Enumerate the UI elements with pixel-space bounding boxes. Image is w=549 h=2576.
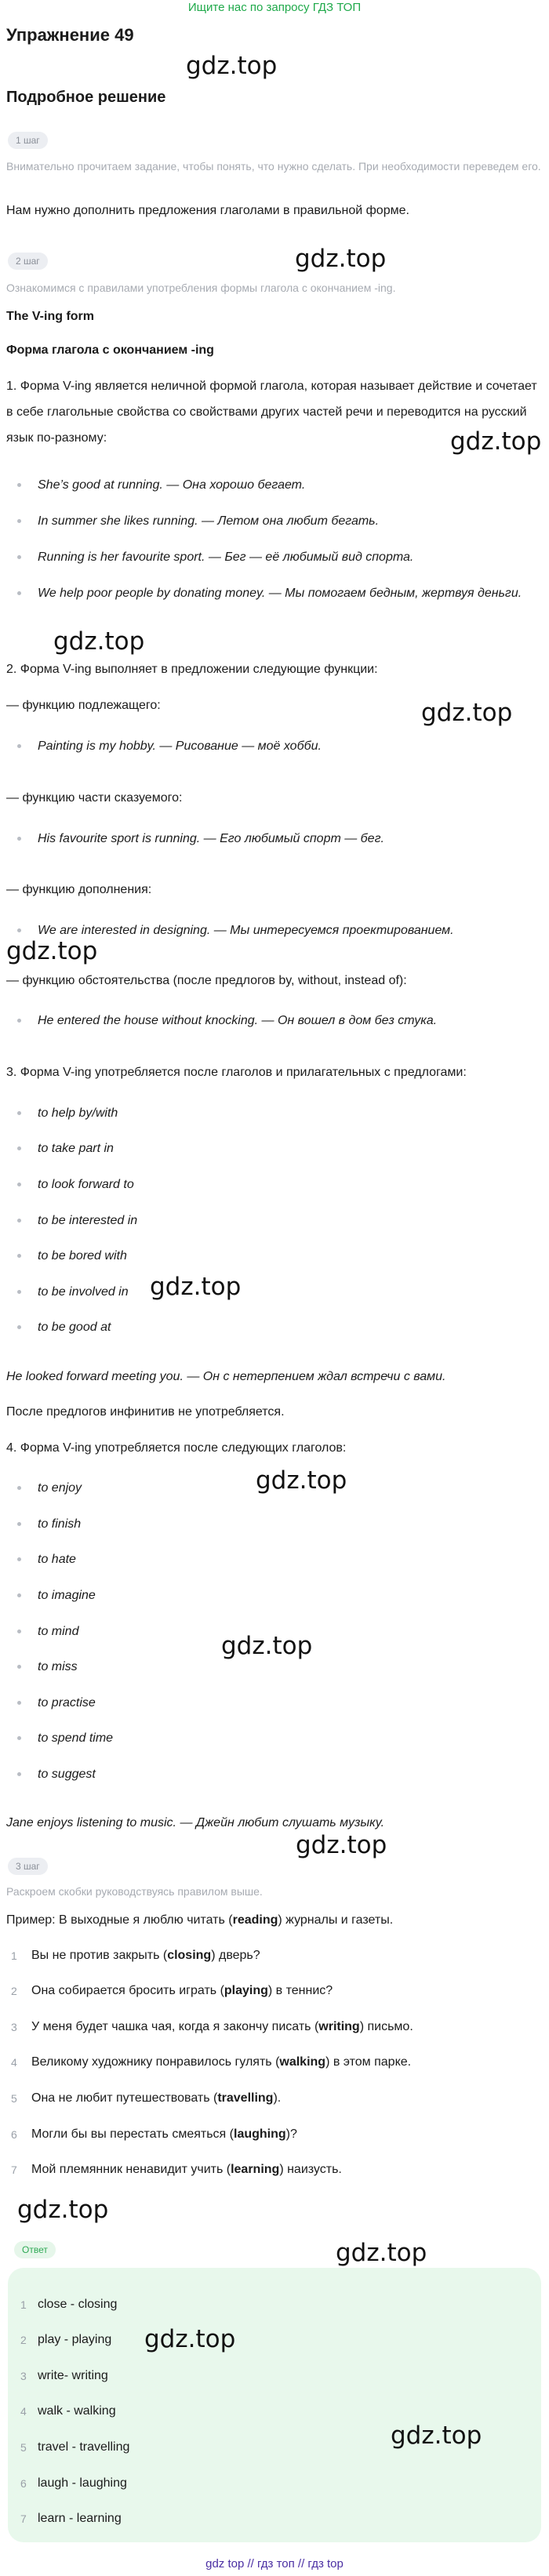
watermark: gdz.top xyxy=(450,427,542,456)
sentence-after: ). xyxy=(273,2091,282,2105)
watermark: gdz.top xyxy=(17,2196,109,2224)
rule-2: 2. Форма V-ing выполняет в предложении следующие функции: xyxy=(6,663,378,676)
bullet-icon xyxy=(17,1219,21,1223)
answer-item xyxy=(20,2403,508,2420)
list-item-text: to help by/with xyxy=(38,1106,118,1120)
list-item-text: to practise xyxy=(38,1696,96,1709)
item-number: 1 xyxy=(11,1949,17,1962)
list-item-text: to be good at xyxy=(38,1321,111,1334)
function-subject: — функцию подлежащего: xyxy=(6,699,161,712)
item-number: 1 xyxy=(20,2298,27,2311)
answer-text: laugh - laughing xyxy=(38,2476,127,2490)
list-item-text: to be interested in xyxy=(38,1214,138,1227)
bullet-icon xyxy=(17,1736,21,1740)
list-item xyxy=(16,1546,543,1572)
list-item-text: to spend time xyxy=(38,1731,114,1745)
step-badge-2: 2 шаг xyxy=(8,253,48,270)
list-item-text: to be bored with xyxy=(38,1249,127,1263)
step-description-1: Внимательно прочитаем задание, чтобы понять, что нужно сделать. При необходимости переведем его. xyxy=(6,160,541,173)
sentence-before: Вы не против закрыть ( xyxy=(31,1949,168,1962)
bullet-icon xyxy=(17,1146,21,1150)
sentence-before: Мой племянник ненавидит учить ( xyxy=(31,2163,231,2176)
function-object: — функцию дополнения: xyxy=(6,883,152,896)
answer-text: close - closing xyxy=(38,2298,118,2311)
answer-item xyxy=(20,2475,508,2492)
sentence-answer: learning xyxy=(231,2163,280,2176)
list-item xyxy=(16,1208,543,1234)
vform-title: The V-ing form xyxy=(6,310,94,323)
list-item-text: to look forward to xyxy=(38,1178,134,1191)
watermark: gdz.top xyxy=(221,1632,313,1660)
sentence-after: ) наизусть. xyxy=(279,2163,342,2176)
item-number: 3 xyxy=(11,2021,17,2033)
sentence-before: Она не любит путешествовать ( xyxy=(31,2091,218,2105)
step-badge-1: 1 шаг xyxy=(8,132,48,149)
item-number: 5 xyxy=(11,2092,17,2105)
sentence-item xyxy=(11,2090,536,2107)
item-number: 4 xyxy=(11,2056,17,2069)
bullet-icon xyxy=(17,483,21,487)
answer-text: write- writing xyxy=(38,2369,108,2382)
example-line: Пример: В выходные я люблю читать (reading) журналы и газеты. xyxy=(6,1913,394,1927)
sentence-answer: walking xyxy=(279,2055,326,2069)
list-item-text: to enjoy xyxy=(38,1481,82,1495)
bullet-icon xyxy=(17,1325,21,1329)
answer-label: Ответ xyxy=(14,2241,56,2258)
rule-3-note: После предлогов инфинитив не употребляется. xyxy=(6,1405,285,1419)
sentence-before: Великому художнику понравилось гулять ( xyxy=(31,2055,280,2069)
list-item-text: to mind xyxy=(38,1625,79,1638)
watermark: gdz.top xyxy=(186,52,278,80)
step-description-2: Ознакомимся с правилами употребления формы глагола с окончанием -ing. xyxy=(6,282,396,294)
bullet-icon xyxy=(17,1665,21,1669)
watermark: gdz.top xyxy=(336,2239,427,2267)
list-item-text: to hate xyxy=(38,1553,76,1566)
list-item-text: In summer she likes running. — Летом она любит бегать. xyxy=(38,514,380,528)
rule-4: 4. Форма V-ing употребляется после следующих глаголов: xyxy=(6,1441,347,1455)
watermark: gdz.top xyxy=(295,245,387,273)
list-item xyxy=(16,1135,543,1161)
bullet-icon xyxy=(17,1630,21,1633)
bullet-icon xyxy=(17,928,21,932)
bullet-icon xyxy=(17,1254,21,1258)
list-item-text: to be involved in xyxy=(38,1285,129,1299)
sentence-before: Она собирается бросить играть ( xyxy=(31,1984,224,1997)
sentence-answer: writing xyxy=(318,2020,360,2033)
list-item xyxy=(16,733,543,759)
item-number: 7 xyxy=(11,2164,17,2176)
item-number: 2 xyxy=(11,1985,17,1997)
sentence-answer: playing xyxy=(224,1984,268,1997)
rule-3: 3. Форма V-ing употребляется после глаголов и прилагательных с предлогами: xyxy=(6,1066,467,1079)
item-number: 5 xyxy=(20,2441,27,2454)
item-number: 7 xyxy=(20,2512,27,2525)
list-item xyxy=(16,1582,543,1608)
bullet-icon xyxy=(17,1593,21,1597)
item-number: 4 xyxy=(20,2405,27,2418)
sentence-answer: closing xyxy=(167,1949,212,1962)
top-banner[interactable]: Ищите нас по запросу ГДЗ ТОП xyxy=(187,1,362,14)
bullet-icon xyxy=(17,1557,21,1561)
list-item xyxy=(16,1279,543,1305)
list-item-text: We are interested in designing. — Мы интересуемся проектированием. xyxy=(38,924,454,937)
bullet-icon xyxy=(17,1486,21,1490)
bullet-icon xyxy=(17,1183,21,1186)
list-item-text: His favourite sport is running. — Его любимый спорт — бег. xyxy=(38,832,384,845)
bullet-icon xyxy=(17,1522,21,1526)
list-item xyxy=(16,1100,543,1126)
watermark: gdz.top xyxy=(256,1466,347,1495)
rule-3-example: He looked forward meeting you. — Он с нетерпением ждал встречи с вами. xyxy=(6,1370,446,1383)
bullet-icon xyxy=(17,591,21,595)
answer-item xyxy=(20,2510,508,2527)
bullet-icon xyxy=(17,1290,21,1294)
list-item xyxy=(16,1690,543,1716)
answer-text: play - playing xyxy=(38,2333,112,2346)
sentence-after: ) письмо. xyxy=(359,2020,413,2033)
list-item xyxy=(16,508,543,534)
list-item-text: Running is her favourite sport. — Бег — её любимый вид спорта. xyxy=(38,550,414,564)
list-item-text: He entered the house without knocking. — Он вошел в дом без стука. xyxy=(38,1014,438,1027)
footer-links[interactable]: gdz top // гдз топ // гдз top xyxy=(205,2557,344,2571)
list-item xyxy=(16,1725,543,1751)
list-item xyxy=(16,1511,543,1537)
sentence-item xyxy=(11,2126,536,2143)
item-number: 3 xyxy=(20,2370,27,2382)
list-item-text: She’s good at running. — Она хорошо бегает. xyxy=(38,478,306,492)
step-description-3: Раскроем скобки руководствуясь правилом выше. xyxy=(6,1885,263,1898)
answer-text: travel - travelling xyxy=(38,2440,130,2454)
list-item xyxy=(16,826,543,852)
list-item xyxy=(16,544,543,570)
bullet-icon xyxy=(17,1772,21,1776)
vform-subtitle: Форма глагола с окончанием -ing xyxy=(6,343,214,357)
bullet-icon xyxy=(17,1701,21,1705)
watermark: gdz.top xyxy=(53,627,145,656)
list-item-text: to miss xyxy=(38,1660,78,1673)
sentence-after: ) в этом парке. xyxy=(325,2055,412,2069)
exercise-title: Упражнение 49 xyxy=(6,25,134,45)
bullet-icon xyxy=(17,1019,21,1023)
step-badge-3: 3 шаг xyxy=(8,1858,48,1875)
task-intro: Нам нужно дополнить предложения глаголами в правильной форме. xyxy=(6,204,409,217)
sentence-item xyxy=(11,2054,536,2071)
list-item xyxy=(16,1761,543,1787)
list-item xyxy=(16,1172,543,1197)
sentence-answer: travelling xyxy=(217,2091,274,2105)
bullet-icon xyxy=(17,519,21,523)
bullet-icon xyxy=(17,1111,21,1115)
sentence-after: ) в теннис? xyxy=(267,1984,333,1997)
sentence-item xyxy=(11,1982,536,2000)
answer-text: walk - walking xyxy=(38,2404,116,2418)
sentence-answer: laughing xyxy=(234,2127,286,2141)
answer-item xyxy=(20,2367,508,2385)
item-number: 2 xyxy=(20,2334,27,2346)
sentence-after: )? xyxy=(285,2127,297,2141)
list-item-text: to finish xyxy=(38,1517,82,1531)
watermark: gdz.top xyxy=(6,937,98,965)
sentence-before: Могли бы вы перестать смеяться ( xyxy=(31,2127,234,2141)
item-number: 6 xyxy=(20,2477,27,2490)
sentence-item xyxy=(11,2018,536,2036)
answer-item xyxy=(20,2331,508,2349)
list-item-text: We help poor people by donating money. — Мы помогаем бедным, жертвуя деньги. xyxy=(38,587,522,600)
watermark: gdz.top xyxy=(296,1831,387,1859)
rule-4-example: Jane enjoys listening to music. — Джейн любит слушать музыку. xyxy=(6,1816,385,1829)
list-item xyxy=(16,1314,543,1340)
watermark: gdz.top xyxy=(150,1273,242,1301)
list-item xyxy=(16,1008,543,1034)
item-number: 6 xyxy=(11,2128,17,2141)
list-item-text: Painting is my hobby. — Рисование — моё хобби. xyxy=(38,739,322,753)
answer-item xyxy=(20,2296,508,2313)
sentence-item xyxy=(11,1947,536,1964)
list-item xyxy=(16,472,543,498)
watermark: gdz.top xyxy=(421,699,513,727)
function-adverbial: — функцию обстоятельства (после предлогов by, without, instead of): xyxy=(6,974,407,987)
list-item xyxy=(16,1243,543,1269)
watermark: gdz.top xyxy=(144,2325,236,2353)
bullet-icon xyxy=(17,744,21,748)
list-item-text: to take part in xyxy=(38,1142,114,1155)
sentence-after: ) дверь? xyxy=(211,1949,260,1962)
section-title: Подробное решение xyxy=(6,89,166,106)
list-item-text: to imagine xyxy=(38,1589,96,1602)
answer-text: learn - learning xyxy=(38,2512,122,2525)
watermark: gdz.top xyxy=(391,2422,482,2450)
list-item-text: to suggest xyxy=(38,1768,96,1781)
bullet-icon xyxy=(17,555,21,559)
function-predicate: — функцию части сказуемого: xyxy=(6,791,183,805)
bullet-icon xyxy=(17,837,21,841)
rule-1: 1. Форма V-ing является неличной формой глагола, которая называет действие и сочетает в себе глагольные свойства со свойствами других частей речи и переводится на русский язык по-разному: xyxy=(6,380,537,445)
sentence-before: У меня будет чашка чая, когда я закончу писать ( xyxy=(31,2020,319,2033)
sentence-item xyxy=(11,2161,536,2178)
list-item xyxy=(16,580,543,606)
